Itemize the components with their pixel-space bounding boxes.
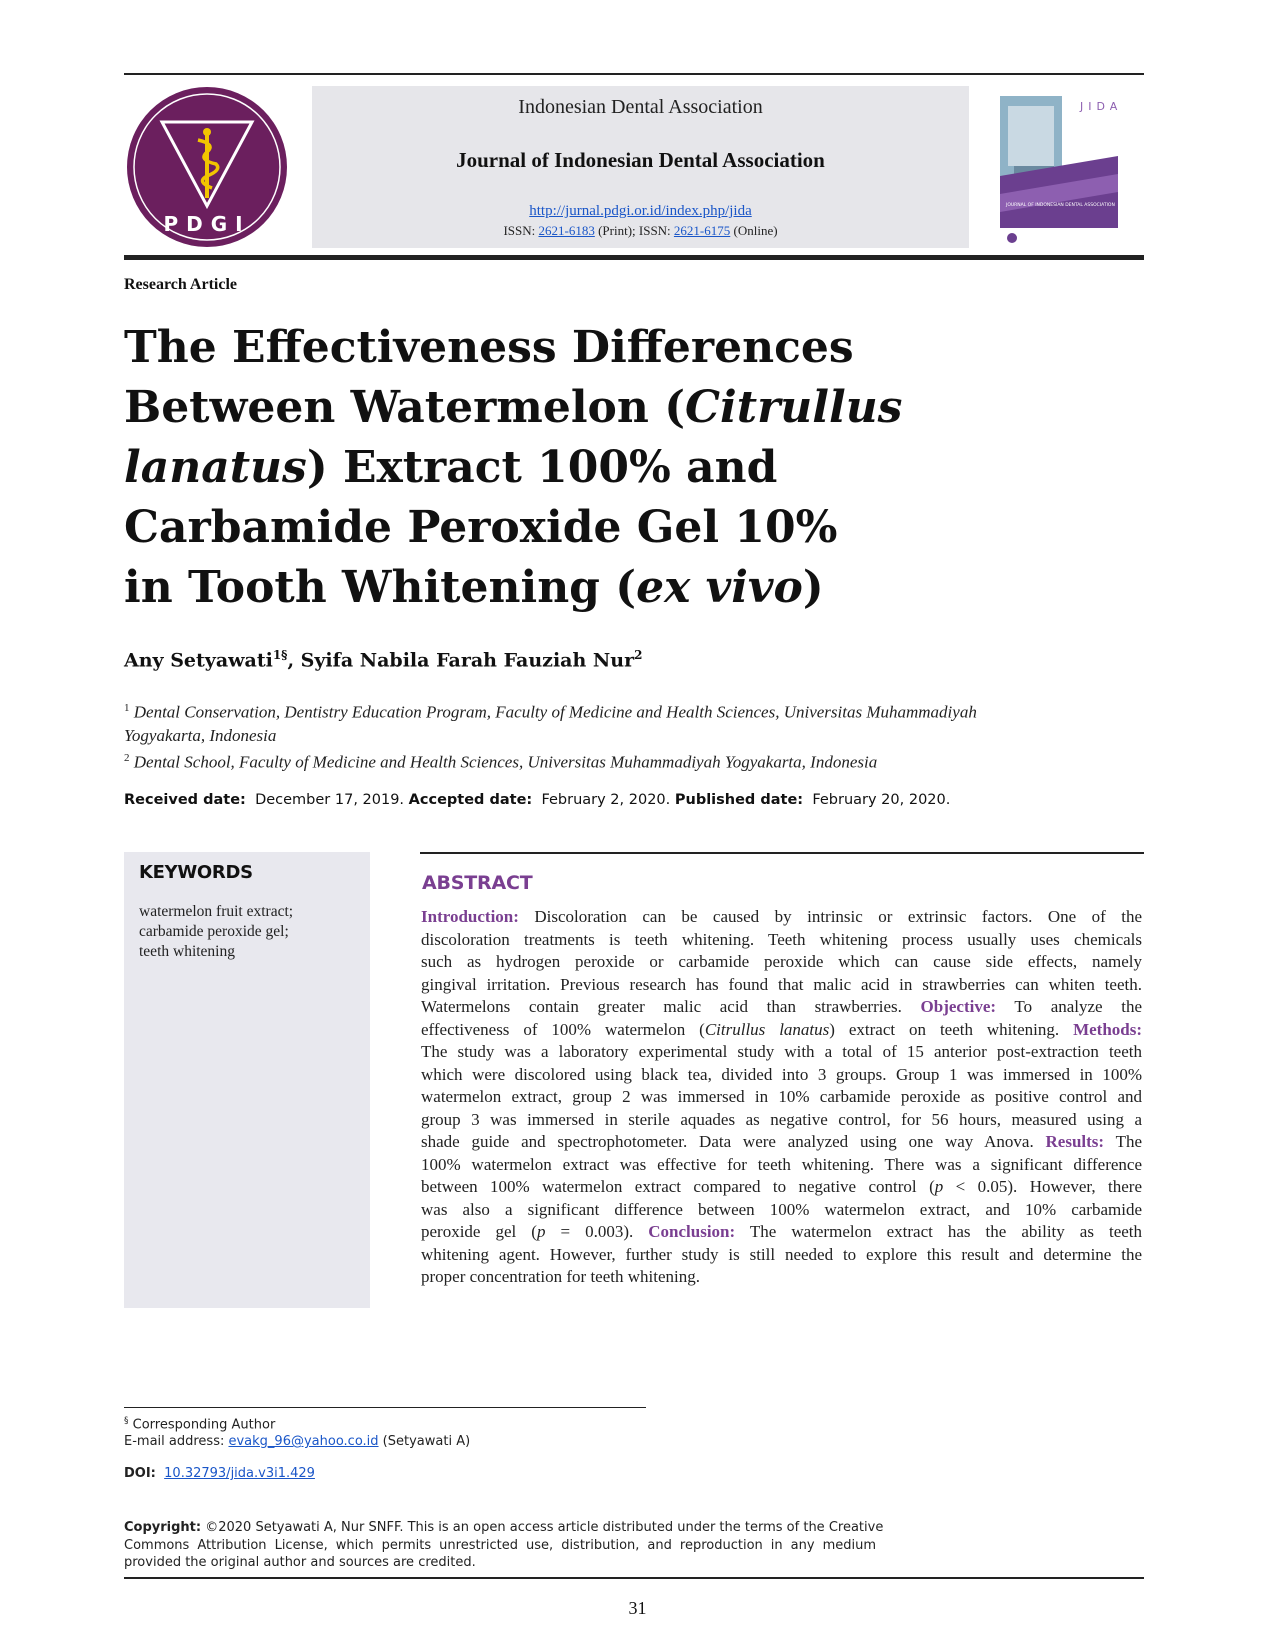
author-1-sup: 1§ — [272, 648, 288, 662]
email-line: E-mail address: evakg_96@yahoo.co.id (Setyawati A) — [124, 1434, 471, 1449]
article-title — [124, 318, 903, 618]
issn-print-link[interactable]: 2621-6183 — [538, 223, 595, 238]
pdgi-logo — [126, 86, 288, 248]
cover-subtitle: JOURNAL OF INDONESIAN DENTAL ASSOCIATION — [1006, 203, 1115, 208]
affiliation-1: $^1$ Dental Conservation, Dentistry Education Program, Faculty of Medicine and Health Sciences, Universitas Muhammadiyah — [124, 702, 977, 722]
affiliation-1-cont: Yogyakarta, Indonesia — [124, 725, 277, 745]
journal-url-link[interactable]: http://jurnal.pdgi.or.id/index.php/jida — [529, 203, 752, 219]
header-top-rule — [124, 73, 1144, 75]
title-line-5: in Tooth Whitening (ex vivo) — [124, 562, 824, 613]
accepted-label: Accepted date: — [408, 792, 533, 808]
keyword-item: carbamide peroxide gel; — [139, 923, 289, 940]
article-type: Research Article — [124, 276, 237, 293]
abstract-top-rule — [420, 852, 1144, 854]
issn-online-label: (Online) — [733, 223, 778, 238]
doi-line — [124, 1466, 315, 1481]
received-date: December 17, 2019. — [255, 792, 405, 808]
received-label: Received date: — [124, 792, 246, 808]
keyword-item: watermelon fruit extract; — [139, 903, 294, 920]
doi-link[interactable]: 10.32793/jida.v3i1.429 — [164, 1466, 315, 1481]
doi-label: DOI: — [124, 1466, 156, 1481]
published-date: February 20, 2020. — [812, 792, 951, 808]
objective-heading: Objective: — [920, 997, 997, 1016]
association-name: Indonesian Dental Association — [518, 96, 763, 118]
author-2: Syifa Nabila Farah Fauziah Nur — [300, 649, 635, 672]
abstract-body: Introduction: Discoloration can be caused by intrinsic or extrinsic factors. One of the discoloration treatments is teeth whitening. Teeth whitening process usually uses chemicals such as hydrogen peroxide or carbamide peroxide which can cause side effects, namely gingival irritation. Previous research has found that malic acid in strawberries can whiten teeth. Watermelons contain greater malic acid than strawberries. Objective: To analyze the effectiveness of 100% watermelon (Citrullus lanatus) extract on teeth whitening. Methods: The study was a laboratory experimental study with a total of 15 anterior post-extraction teeth which were discolored using black tea, divided into 3 groups. Group 1 was immersed in 100% watermelon extract, group 2 was immersed in 10% carbamide peroxide as positive control and group 3 was immersed in sterile aquades as negative control, for 56 hours, measured using a shade guide and spectrophotometer. Data were analyzed using one way Anova. Results: The 100% watermelon extract was effective for teeth whitening. There was a significant difference between 100% watermelon extract compared to negative control (p < 0.05). However, there was also a significant difference between 100% watermelon extract, and 10% carbamide peroxide gel (p = 0.003). Conclusion: The watermelon extract has the ability as teeth whitening agent. However, further study is still needed to explore this result and determine the proper concentration for teeth whitening. — [421, 907, 1143, 1286]
title-line-1: The Effectiveness Differences — [124, 322, 854, 373]
methods-heading: Methods: — [1073, 1019, 1143, 1039]
author-1: Any Setyawati — [124, 649, 273, 672]
affiliations — [124, 697, 1144, 773]
intro-heading: Introduction: — [421, 907, 519, 926]
title-line-2: Between Watermelon (Citrullus — [124, 382, 903, 433]
abstract-title: ABSTRACT — [422, 872, 533, 894]
keyword-item: teeth whitening — [139, 943, 235, 960]
journal-name: Journal of Indonesian Dental Association — [456, 148, 825, 172]
issn-online-link[interactable]: 2621-6175 — [673, 223, 731, 238]
header-bottom-rule — [124, 255, 1144, 260]
journal-cover-image — [1000, 96, 1123, 248]
title-line-3: lanatus) Extract 100% and — [124, 442, 778, 493]
logo-text: PDGI — [163, 212, 251, 236]
issn-print-label: (Print); ISSN: — [598, 223, 671, 238]
published-label: Published date: — [674, 792, 804, 808]
issn-label: ISSN: — [503, 223, 536, 238]
journal-banner — [312, 86, 969, 248]
keywords-title: KEYWORDS — [139, 862, 253, 883]
author-list: Any Setyawati$^{1\S}$, Syifa Nabila Farah Fauziah Nur$^2$ — [124, 648, 643, 672]
corresponding-author: § Corresponding Author — [124, 1416, 276, 1433]
author-2-sup: 2 — [634, 648, 643, 662]
results-heading: Results: — [1045, 1132, 1105, 1151]
footnote-rule — [124, 1407, 646, 1408]
accepted-date: February 2, 2020. — [541, 792, 671, 808]
keywords-list — [139, 902, 293, 962]
footer-rule — [124, 1577, 1144, 1579]
cover-title: JIDA — [1080, 100, 1123, 113]
issn-line — [312, 223, 969, 239]
title-line-4: Carbamide Peroxide Gel 10% — [124, 502, 838, 553]
page-number: 31 — [628, 1598, 647, 1618]
publication-dates — [124, 792, 950, 808]
copyright-notice: Copyright: ©2020 Setyawati A, Nur SNFF. This is an open access article distributed under the terms of the Creative Commons Attribution License, which permits unrestricted use, distribution, and reproduction in any medium provided the original author and sources are credited. — [124, 1520, 884, 1570]
conclusion-heading: Conclusion: — [648, 1222, 736, 1241]
affiliation-2: $^2$ Dental School, Faculty of Medicine and Health Sciences, Universitas Muhammadiyah Yogyakarta, Indonesia — [124, 751, 878, 772]
keywords-panel — [124, 852, 370, 1308]
email-link[interactable]: evakg_96@yahoo.co.id — [228, 1434, 379, 1449]
